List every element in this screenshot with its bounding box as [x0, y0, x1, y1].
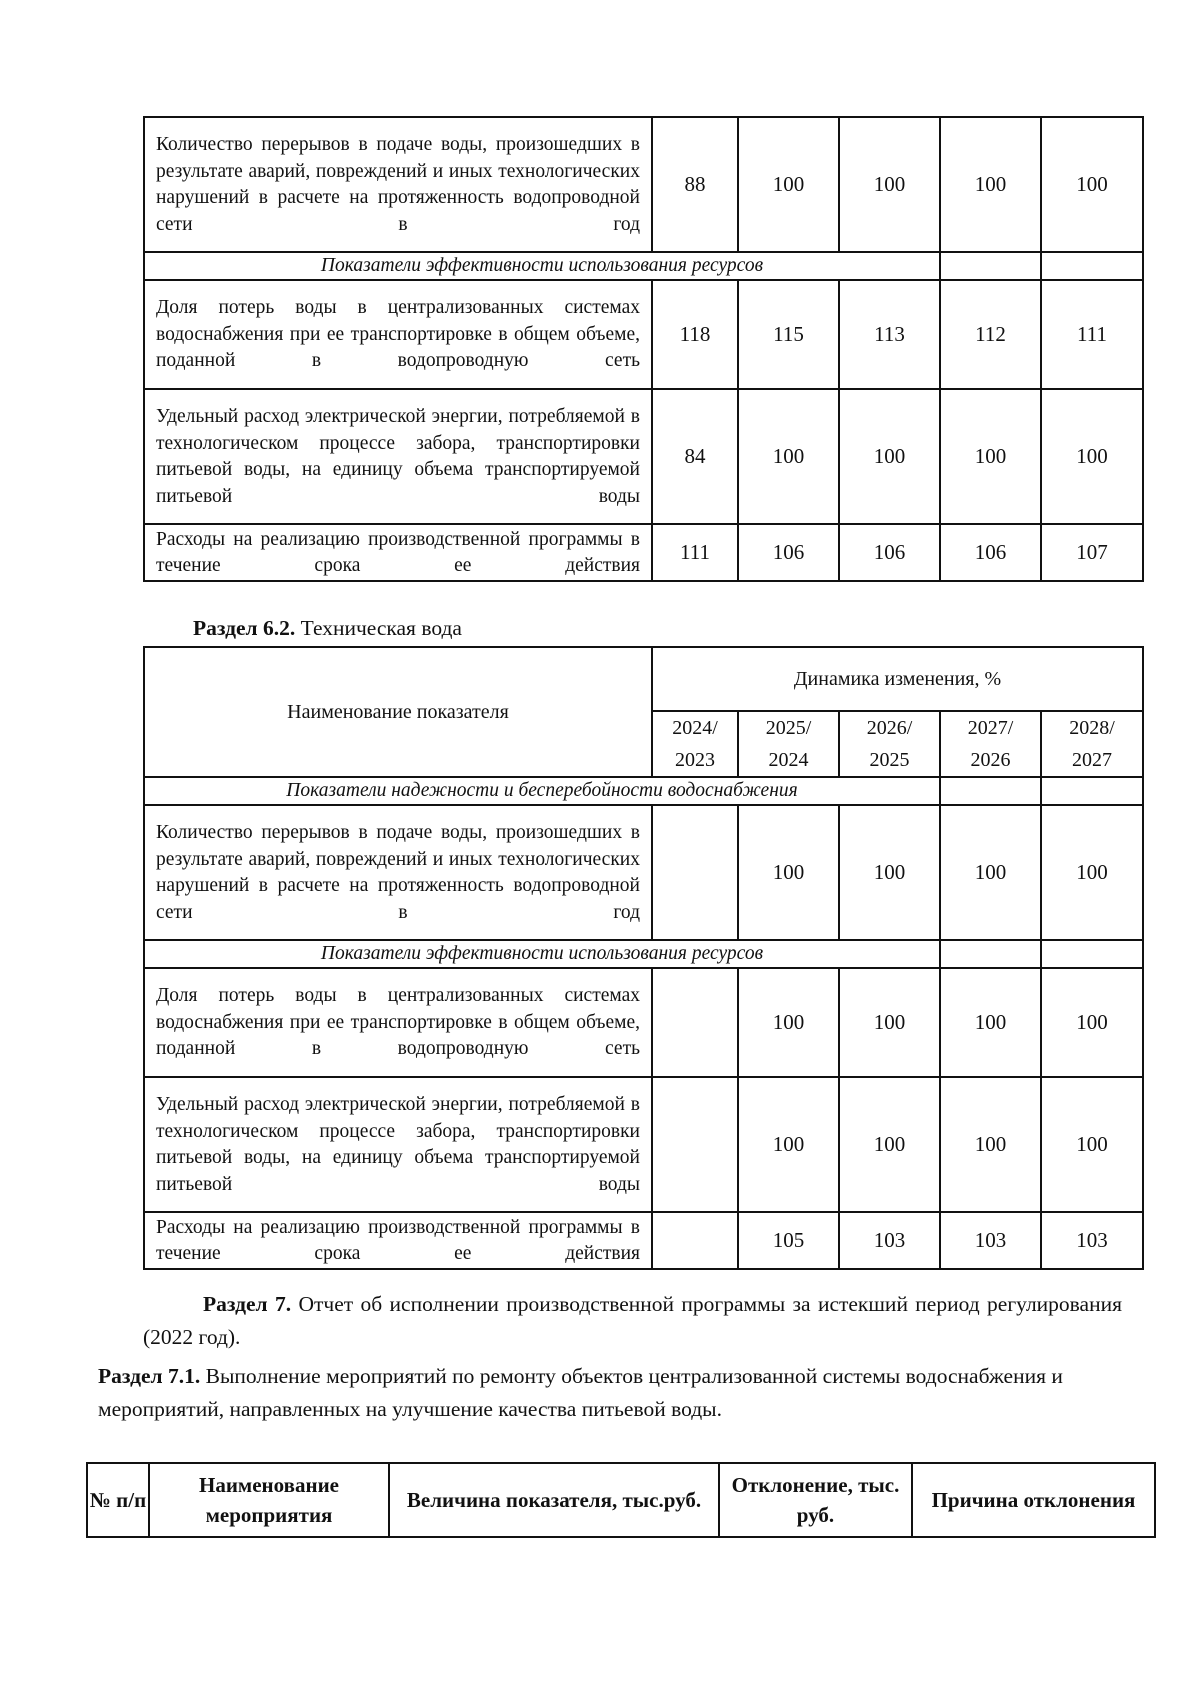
empty-cell	[1041, 252, 1143, 280]
value-cell	[652, 968, 738, 1077]
value-cell: 88	[652, 117, 738, 252]
value-cell: 100	[940, 968, 1041, 1077]
value-cell: 84	[652, 389, 738, 524]
section-7-1-paragraph: Раздел 7.1. Выполнение мероприятий по ремонту объектов централизованной системы водоснабжения и мероприятий, направленных на улучшение качества питьевой воды.	[98, 1364, 1063, 1421]
value-cell: 103	[940, 1212, 1041, 1269]
year-header: 2026/ 2025	[839, 711, 940, 777]
category-label: Показатели эффективности использования ресурсов	[144, 252, 940, 280]
value-cell: 100	[940, 1077, 1041, 1212]
table-row	[144, 524, 1143, 581]
indicator-name: Расходы на реализацию производственной программы в течение срока ее действия	[144, 524, 652, 581]
value-cell: 100	[1041, 805, 1143, 940]
empty-cell	[940, 777, 1041, 805]
category-label: Показатели надежности и бесперебойности водоснабжения	[144, 777, 940, 805]
indicator-name: Количество перерывов в подаче воды, произошедших в результате аварий, повреждений и иных технологических нарушений в расчете на протяженность водопроводной сети в год	[144, 117, 652, 252]
value-cell	[652, 1077, 738, 1212]
value-cell: 100	[1041, 968, 1143, 1077]
value-cell: 115	[738, 280, 839, 389]
indicator-name: Доля потерь воды в централизованных системах водоснабжения при ее транспортировке в общем объеме, поданной в водопроводную сеть	[144, 280, 652, 389]
indicators-table-continued	[143, 116, 1144, 582]
value-cell	[652, 805, 738, 940]
indicator-name: Доля потерь воды в централизованных системах водоснабжения при ее транспортировке в общем объеме, поданной в водопроводную сеть	[144, 968, 652, 1077]
empty-cell	[940, 252, 1041, 280]
category-row	[144, 252, 1143, 280]
header-indicator-value: Величина показателя, тыс.руб.	[389, 1463, 719, 1537]
empty-cell	[940, 940, 1041, 968]
header-row	[87, 1463, 1155, 1537]
value-cell: 111	[1041, 280, 1143, 389]
value-cell: 103	[1041, 1212, 1143, 1269]
value-cell: 100	[839, 805, 940, 940]
activities-table	[86, 1462, 1156, 1538]
header-deviation: Отклонение, тыс. руб.	[719, 1463, 912, 1537]
year-header: 2024/ 2023	[652, 711, 738, 777]
header-activity-name: Наименование мероприятия	[149, 1463, 389, 1537]
indicator-name: Расходы на реализацию производственной программы в течение срока ее действия	[144, 1212, 652, 1269]
year-header: 2025/ 2024	[738, 711, 839, 777]
category-label: Показатели эффективности использования ресурсов	[144, 940, 940, 968]
value-cell: 112	[940, 280, 1041, 389]
header-number: № п/п	[87, 1463, 149, 1537]
header-indicator-name: Наименование показателя	[144, 647, 652, 777]
year-header: 2027/ 2026	[940, 711, 1041, 777]
table-row	[144, 805, 1143, 940]
value-cell: 100	[738, 389, 839, 524]
indicator-name: Количество перерывов в подаче воды, произошедших в результате аварий, повреждений и иных технологических нарушений в расчете на протяженность водопроводной сети в год	[144, 805, 652, 940]
empty-cell	[1041, 777, 1143, 805]
indicator-name: Удельный расход электрической энергии, потребляемой в технологическом процессе забора, транспортировки питьевой воды, на единицу объема транспортируемой питьевой воды	[144, 389, 652, 524]
value-cell: 113	[839, 280, 940, 389]
value-cell: 100	[839, 117, 940, 252]
header-deviation-reason: Причина отклонения	[912, 1463, 1155, 1537]
section-6-2-heading: Раздел 6.2. Техническая вода	[193, 616, 462, 640]
value-cell: 100	[738, 968, 839, 1077]
value-cell: 100	[839, 389, 940, 524]
value-cell: 103	[839, 1212, 940, 1269]
category-row	[144, 777, 1143, 805]
value-cell: 100	[1041, 1077, 1143, 1212]
value-cell: 100	[940, 805, 1041, 940]
table-row	[144, 280, 1143, 389]
table-row	[144, 1077, 1143, 1212]
table-row	[144, 1212, 1143, 1269]
value-cell: 111	[652, 524, 738, 581]
value-cell: 100	[738, 1077, 839, 1212]
indicator-name: Удельный расход электрической энергии, потребляемой в технологическом процессе забора, транспортировки питьевой воды, на единицу объема транспортируемой питьевой воды	[144, 1077, 652, 1212]
table-row	[144, 389, 1143, 524]
value-cell	[652, 1212, 738, 1269]
value-cell: 100	[1041, 389, 1143, 524]
value-cell: 118	[652, 280, 738, 389]
value-cell: 100	[738, 117, 839, 252]
value-cell: 100	[738, 805, 839, 940]
header-dynamics: Динамика изменения, %	[652, 647, 1143, 711]
table-row	[144, 117, 1143, 252]
category-row	[144, 940, 1143, 968]
value-cell: 100	[940, 389, 1041, 524]
empty-cell	[1041, 940, 1143, 968]
value-cell: 100	[839, 1077, 940, 1212]
value-cell: 105	[738, 1212, 839, 1269]
value-cell: 106	[839, 524, 940, 581]
table-row	[144, 968, 1143, 1077]
value-cell: 106	[738, 524, 839, 581]
header-row	[144, 647, 1143, 711]
year-header: 2028/ 2027	[1041, 711, 1143, 777]
value-cell: 100	[940, 117, 1041, 252]
section-7-paragraph: Раздел 7. Отчет об исполнении производственной программы за истекший период регулирования (2022 год).	[143, 1292, 1122, 1349]
value-cell: 106	[940, 524, 1041, 581]
technical-water-table	[143, 646, 1144, 1270]
value-cell: 100	[1041, 117, 1143, 252]
value-cell: 107	[1041, 524, 1143, 581]
value-cell: 100	[839, 968, 940, 1077]
